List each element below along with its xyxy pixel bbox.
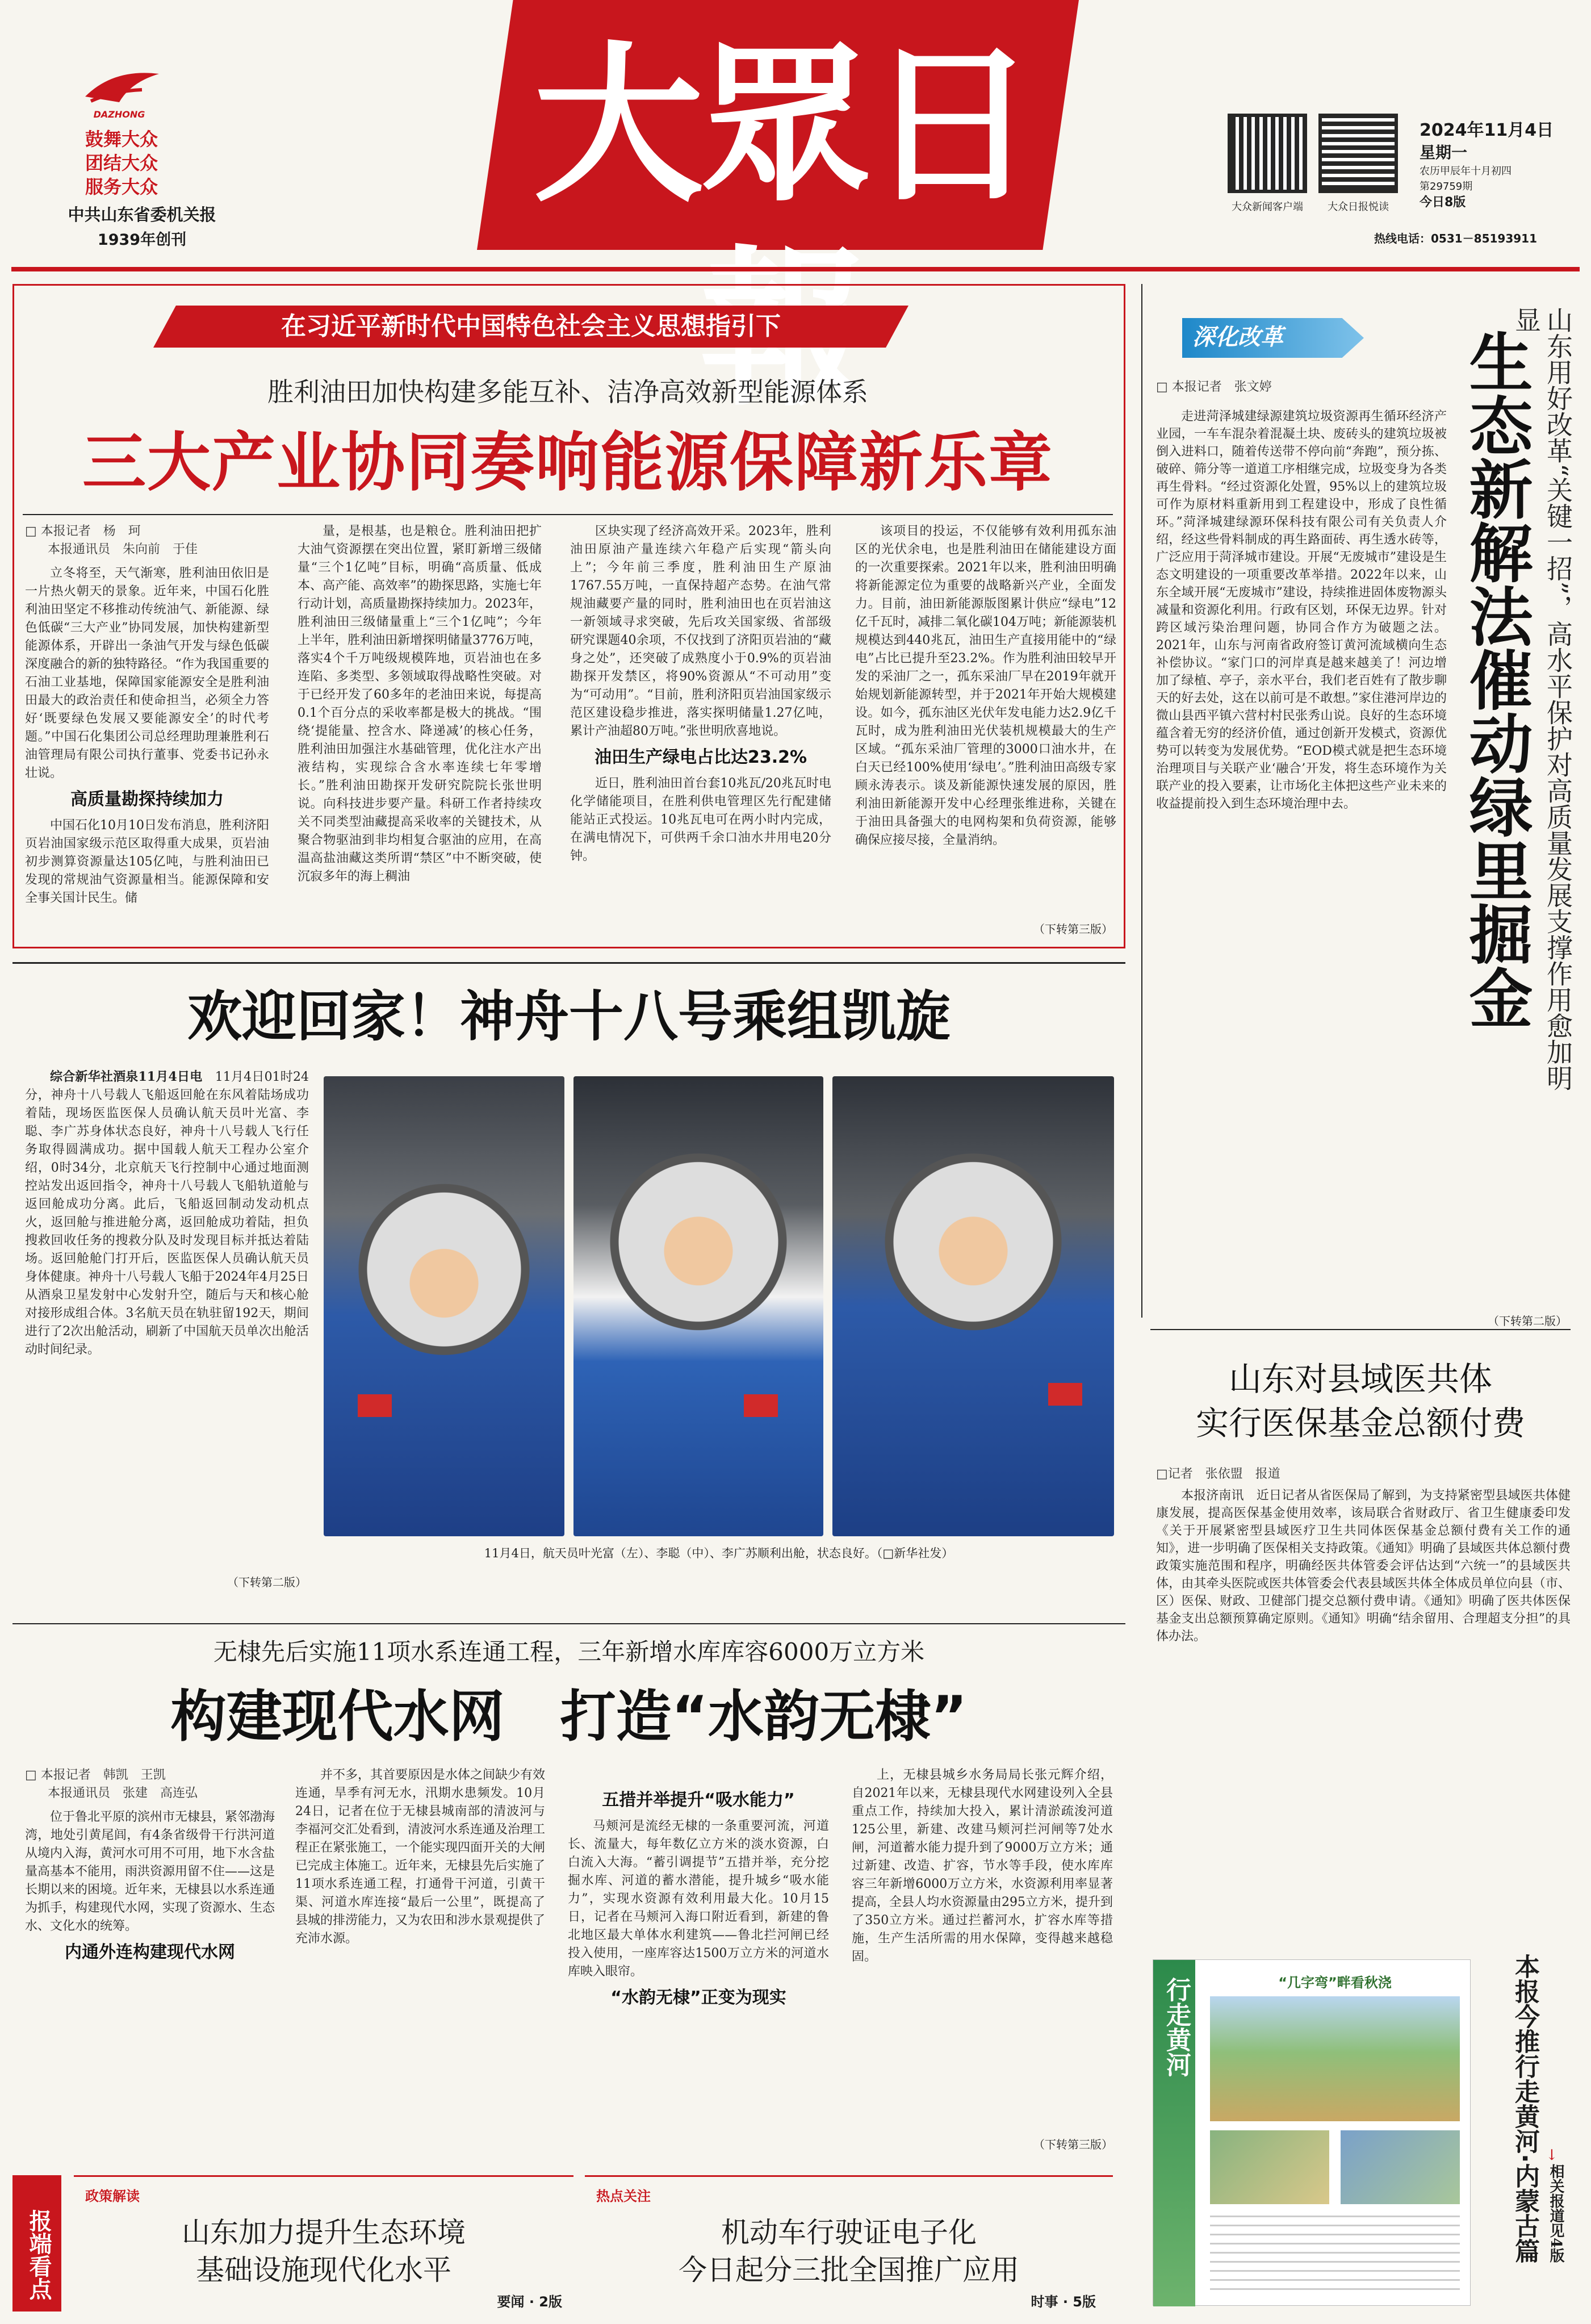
shenzhou-dateline: 综合新华社酒泉11月4日电: [50, 1069, 203, 1084]
reform-byline: □ 本报记者 张文婷: [1156, 380, 1272, 394]
lead-turn[interactable]: （下转第三版）: [1033, 922, 1113, 936]
lead-text-1: 立冬将至，天气渐寒，胜利油田依旧是一片热火朝天的景象。近年来，中国石化胜利油田坚定不移推动传统油气、新能源、绿色低碳“三大产业”协同发展，加快构建新型能源体系，开辟出一条油气开发与绿色低碳深度融合的新的独特路径。“作为我国重要的石油工业基地，保障国家能源安全是胜利油田最大的政治责任和使命担当，必须全力答好‘既要绿色发展又要能源安全’的时代考题。”中国石化集团公司总经理助理兼胜利石油管理局有限公司执行董事、党委书记孙永壮说。: [25, 566, 269, 780]
footer-item-2-line-1: 机动车行驶证电子化: [721, 2216, 977, 2249]
astronaut-photo-li-guangsu[interactable]: [832, 1076, 1114, 1536]
reform-text: 走进菏泽城建绿源建筑垃圾资源再生循环经济产业园，一车车混杂着混凝土块、废砖头的建筑垃圾被倒入进料口，随着传送带不停向前“奔跑”，预分拣、破碎、筛分等一道道工序相继完成，垃圾变身为各类再生骨料。“经过资源化处置，95%以上的建筑垃圾可作为原材料重新用到工程建设中，形成了良性循环。”菏泽城建绿源环保科技有限公司有关负责人介绍，经这些骨料制成的再生路面砖、再生透水砖等，广泛应用于菏泽城市建设。开展“无废城市”建设是生态文明建设的一项重要改革举措。2022年以来，山东全域开展“无废城市”建设，持续推进固体废物源头减量和资源化利用。行政有区划，环保无边界。针对跨区域污染治理问题，协同合作方为破题之法。2021年，山东与河南省政府签订黄河流域横向生态补偿协议。“家门口的河岸真是越来越美了！河边增加了绿植、亭子，亲水平台，我们老百姓有了散步聊天的好去处，这在以前可是不敢想。”家住港河岸边的微山县西平镇六营村村民张秀山说。良好的生态环境蕴含着无穷的经济价值，通过创新开发模式，资源优势可以转变为发展优势。“EOD模式就是把生态环境治理项目与关联产业‘融合’开发，将生态环境作为关联产业的投入要素，让市场化主体把这些产业未来的收益提前投入到生态环境治理中去。: [1156, 409, 1447, 811]
promo-inner-head: “几字弯”畔看秋浇: [1278, 1975, 1392, 1991]
water-byline-1: □ 本报记者 韩凯 王凯: [25, 1768, 166, 1782]
water-col-2: [295, 1766, 545, 1950]
water-turn[interactable]: （下转第三版）: [1033, 2138, 1113, 2151]
lead-text-3b: 近日，胜利油田首台套10兆瓦/20兆瓦时电化学储能项目，在胜利供电管理区先行配建储能站正式投运。10兆瓦电可在两小时内完成，在满电情况下，可供两千余口油水井用电20分钟。: [570, 776, 831, 863]
shenzhou-headline: 欢迎回家！神舟十八号乘组凯旋: [187, 984, 951, 1048]
right-column-divider: [1141, 284, 1142, 1318]
water-subhead-2: 五措并举提升“吸水能力”: [602, 1790, 795, 1810]
footer-item-1[interactable]: [74, 2175, 573, 2312]
promo-photo: [1210, 1996, 1460, 2121]
promo-note[interactable]: 相关报道见4版: [1547, 2164, 1564, 2263]
lead-headline: 三大产业协同奏响能源保障新乐章: [82, 426, 1053, 500]
flag-icon: [358, 1394, 392, 1417]
medical-headline-2: 实行医保基金总额付费: [1195, 1404, 1525, 1443]
water-col-4: [852, 1766, 1113, 1968]
date: 2024年11月4日: [1420, 120, 1554, 140]
water-byline-2: 本报通讯员 张建 高连弘: [48, 1786, 198, 1800]
slogans: [85, 127, 199, 199]
footer-side-label-text: 报端看点: [26, 2209, 52, 2300]
yellow-river-promo-image[interactable]: [1153, 1959, 1471, 2306]
water-col-1: [25, 1766, 275, 1970]
lead-byline-1: □ 本报记者 杨 珂: [25, 524, 141, 538]
shenzhou-caption: 11月4日，航天员叶光富（左）、李聪（中）、李广苏顺利出舱，状态良好。（□新华社发）: [484, 1546, 954, 1560]
lead-subhead-1: 高质量勘探持续加力: [70, 789, 224, 809]
hotline: 热线电话：0531－85193911: [1374, 232, 1537, 245]
reform-body: [1156, 378, 1447, 815]
promo-thumb-2: [1341, 2130, 1460, 2204]
qr-code-reader[interactable]: [1318, 114, 1398, 193]
lead-col-1: [25, 523, 269, 910]
shenzhou-top-rule: [12, 962, 1125, 964]
water-subhead-3: “水韵无棣”正变为现实: [610, 1988, 786, 2008]
lunar-date: 农历甲辰年十月初四: [1420, 165, 1512, 177]
reform-tag-text: 深化改革: [1192, 324, 1283, 350]
page-count: 今日8版: [1420, 195, 1466, 210]
masthead-rule: [11, 267, 1580, 271]
medical-top-rule: [1150, 1329, 1571, 1330]
reform-headline: 生态新解法催动绿里掘金: [1459, 329, 1533, 1029]
issue-info: [1420, 119, 1567, 211]
footer-item-1-line-1: 山东加力提升生态环境: [182, 2216, 466, 2249]
promo-text-lines: [1210, 2216, 1460, 2295]
newspaper-title: 大眾日報: [533, 24, 1034, 429]
shenzhou-text: 11月4日01时24分，神舟十八号载人飞船返回舱在东风着陆场成功着陆，现场医监医保人员确认航天员叶光富、李聪、李广苏身体状态良好，神舟十八号载人飞行任务取得圆满成功。据中国载人航天工程办公室介绍，0时34分，北京航天飞行控制中心通过地面测控站发出返回指令，神舟十八号载人飞船轨道舱与返回舱成功分离。此后，飞船返回制动发动机点火，返回舱与推进舱分离，返回舱成功着陆，担负搜救回收任务的搜救分队及时发现目标并抵达着陆场。返回舱舱门打开后，医监医保人员确认航天员身体健康。神舟十八号载人飞船于2024年4月25日从酒泉卫星发射中心发射升空，随后与天和核心舱对接形成组合体。3名航天员在轨驻留192天，期间进行了2次出舱活动，刷新了中国航天员单次出舱活动时间纪录。: [25, 1070, 309, 1357]
lead-text-2: 量，是根基，也是粮仓。胜利油田把扩大油气资源摆在突出位置，紧盯新增三级储量“三个1亿吨”目标，明确“高质量、低成本、高产能、高效率”的勘探思路，实施七年行动计划，高质量勘探持续加力。2023年，胜利油田三级储量重上“三个1亿吨”；今年上半年，胜利油田新增探明储量3776万吨，落实4个千万吨级规模阵地，页岩油也在多连陷、多类型、多领域取得战略性突破。对于已经开发了60多年的老油田来说，每提高0.1个百分点的采收率都是极大的挑战。“围绕‘提能量、控含水、降递减’的核心任务，胜利油田加强注水基础管理，优化注水产出液结构，实现综合含水率连续七年零增长。”胜利油田勘探开发研究院院长张世明说。向科技进步要产量。科研工作者持续攻关不同类型油藏提高采收率的关键技术，从聚合物驱油到非均相复合驱油的应用，在高温高盐油藏这类所谓“禁区”中不断突破，使沉寂多年的海上稠油: [298, 524, 542, 884]
medical-byline: □记者 张依盟 报道: [1156, 1467, 1280, 1481]
promo-thumb-1: [1210, 2130, 1329, 2204]
shenzhou-turn[interactable]: （下转第二版）: [227, 1575, 307, 1589]
astronaut-photo-ye-guangfu[interactable]: [324, 1076, 564, 1536]
lead-rule: [23, 514, 1113, 515]
qr-code-news-app[interactable]: [1228, 114, 1307, 193]
footer-item-2-tag: 热点关注: [596, 2188, 651, 2204]
reform-turn[interactable]: （下转第二版）: [1488, 1314, 1567, 1328]
water-headline: 构建现代水网 打造“水韵无棣”: [170, 1685, 968, 1749]
lead-subhead-2: 油田生产绿电占比达23.2%: [594, 747, 807, 767]
lead-text-4: 该项目的投运，不仅能够有效利用孤东油区的光伏余电，也是胜利油田在储能建设方面的一次重要探索。2021年以来，胜利油田明确将新能源定位为重要的战略新兴产业，全面发力。目前，油田新能源版图累计供应“绿电”12亿千瓦时，减排二氧化碳104万吨；新能源装机规模达到440兆瓦，油田生产直接用能中的“绿电”占比已提升至23.2%。作为胜利油田较早开发的采油厂之一，孤东采油厂早在2019年就开始规划新能源转型，并于2021年开始大规模建设。如今，孤东油区光伏年发电能力达2.9亿千瓦时，成为胜利油田光伏装机规模最大的生产区域。“孤东采油厂管理的3000口油水井，在白天已经100%使用‘绿电’。”胜利油田高级专家顾永涛表示。谈及新能源快速发展的原因，胜利油田新能源开发中心经理张维进称，关键在于油田具备强大的电网构架和负荷资源，能够确保应接尽接，全量消纳。: [855, 524, 1116, 847]
footer-item-1-tag: 政策解读: [85, 2188, 140, 2204]
promo-vertical-title: 本报今推行走黄河·内蒙古篇: [1510, 1954, 1539, 2263]
qr2-label: 大众日报悦读: [1328, 201, 1389, 213]
water-text-4: 上，无棣县城乡水务局局长张元辉介绍，自2021年以来，无棣县现代水网建设列入全县重点工作，持续加大投入，累计清淤疏浚河道125公里，新建、改建马颊河拦河闸等7处水闸，河道蓄水能力提升到了9000万立方米；通过新建、改造、扩容，节水等手段，使水库库容三年新增6000万立方米，水资源利用率显著提高，全县人均水资源量由295立方米，提升到了350立方米。通过拦蓄河水，扩容水库等措施，生产生活所需的用水保障，变得越来越稳固。: [852, 1768, 1113, 1964]
flag-icon: [744, 1394, 778, 1417]
footer-item-1-ref: 要闻 · 2版: [497, 2294, 562, 2310]
water-top-rule: [12, 1623, 1125, 1624]
footer-item-2-ref: 时事 · 5版: [1031, 2294, 1096, 2310]
water-subhead-1: 内通外连构建现代水网: [65, 1942, 235, 1962]
lead-col-3: [570, 523, 831, 868]
lead-col-2: [298, 523, 542, 888]
arrow-down-icon: ↓: [1546, 2147, 1558, 2164]
footer-item-1-line-2: 基础设施现代化水平: [196, 2254, 451, 2287]
weekday: 星期一: [1420, 143, 1468, 162]
flag-icon: [1048, 1383, 1082, 1406]
medical-text: 本报济南讯 近日记者从省医保局了解到，为支持紧密型县域医共体健康发展，提高医保基金使用效率，该局联合省财政厅、省卫生健康委印发《关于开展紧密型县域医疗卫生共同体医保基金总额付费有关工作的通知》，进一步明确了医保相关支持政策。《通知》明确了县域医共体总额付费政策实施范围和程序，明确经医共体管委会评估达到“六统一”的县域医共体，由其牵头医院或医共体管委会代表县域医共体全体成员单位向县（市、区）医保、财政、卫健部门提交总额付费申请。《通知》明确了医共体医保基金支出总额预算确定原则。《通知》明确“结余留用、合理超支分担”的具体办法。: [1156, 1489, 1571, 1644]
slogan: 服务大众: [85, 176, 158, 198]
lead-text-3: 区块实现了经济高效开采。2023年，胜利油田原油产量连续六年稳产后实现“箭头向上”；今年前三季度，胜利油田生产原油1767.55万吨，一直保持超产态势。在油气常规油藏要产量的同时，胜利油田也在页岩油这一新领域寻求突破，先后攻关国家级、省部级研究课题40余项，不仅找到了济阳页岩油的“藏身之处”，还突破了成熟度小于0.9%的页岩油勘探开发禁区，将90%资源从“不可动用”变为“可动用”。“目前，胜利济阳页岩油国家级示范区建设稳步推进，落实探明储量1.27亿吨，累计产油超80万吨。”张世明欣喜地说。: [570, 524, 831, 738]
issue-number: 第29759期: [1420, 181, 1473, 193]
promo-title: 行走黄河: [1162, 1977, 1191, 2077]
astronaut-photo-li-cong[interactable]: [573, 1076, 823, 1536]
water-text-1: 位于鲁北平原的滨州市无棣县，紧邻渤海湾，地处引黄尾闾，有4条省级骨干行洪河道从境内入海，黄河水可用不可用，地下水含盐量高基本不能用，雨洪资源用留不住——这是长期以来的困境。近年来，无棣县以水系连通为抓手，构建现代水网，实现了资源水、生态水、文化水的统筹。: [25, 1810, 275, 1933]
slogan: 鼓舞大众: [85, 128, 158, 150]
water-text-3: 马颊河是流经无棣的一条重要河流，河道长、流量大，每年数亿立方米的淡水资源，白白流入大海。“蓄引调提节”五措并举，充分挖掘水库、河道的蓄水潜能，提升城乡“吸水能力”，实现水资源有效利用最大化。10月15日，记者在马颊河入海口附近看到，新建的鲁北地区最大单体水利建筑——鲁北拦河闸已经投入使用，一座库容达1500万立方米的河道水库映入眼帘。: [568, 1819, 829, 1979]
slogan: 团结大众: [85, 152, 158, 174]
medical-headline-1: 山东对县域医共体: [1228, 1360, 1492, 1398]
water-text-2: 并不多，其首要原因是水体之间缺少有效连通，旱季有河无水，汛期水患频发。10月24日，记者在位于无棣县城南部的清波河与李福河交汇处看到，清波河水系连通及治理工程正在紧张施工，一个能实现四面开关的大闸已完成主体施工。近年来，无棣县先后实施了11项水系连通工程，打通骨干河道，引黄干渠、河道水库连接“最后一公里”，既提高了县城的排涝能力，又为农田和涉水景观提供了充沛水源。: [295, 1768, 546, 1946]
lead-col-4: [855, 523, 1116, 852]
lead-text-1b: 中国石化10月10日发布消息，胜利济阳页岩油国家级示范区取得重大成果，页岩油初步测算资源量达105亿吨，与胜利油田已发现的常规油气资源量相当。能源保障和安全事关国计民生。储: [25, 818, 269, 905]
water-col-3: [568, 1766, 829, 2015]
shenzhou-body: [25, 1068, 309, 1361]
lead-kicker: 胜利油田加快构建多能互补、洁净高效新型能源体系: [267, 377, 868, 407]
founded-label: 1939年创刊: [97, 231, 187, 249]
water-kicker: 无棣先后实施11项水系连通工程，三年新增水库库容6000万立方米: [213, 1638, 925, 1666]
dazhong-logo: DAZHONG: [74, 62, 165, 114]
footer-item-2[interactable]: [585, 2175, 1113, 2312]
logo-bird-icon: [74, 62, 165, 114]
reform-vertical-kicker: 山东用好改革“关键一招”，高水平保护对高质量发展支撑作用愈加明显: [1511, 307, 1573, 1092]
lead-byline-2: 本报通讯员 朱向前 于佳: [48, 542, 198, 557]
qr1-label: 大众新闻客户端: [1232, 201, 1303, 213]
organ-label: 中共山东省委机关报: [68, 205, 216, 224]
lead-banner-text: 在习近平新时代中国特色社会主义思想指引下: [281, 312, 781, 341]
medical-body: [1156, 1465, 1571, 1648]
footer-item-2-line-2: 今日起分三批全国推广应用: [679, 2254, 1019, 2287]
